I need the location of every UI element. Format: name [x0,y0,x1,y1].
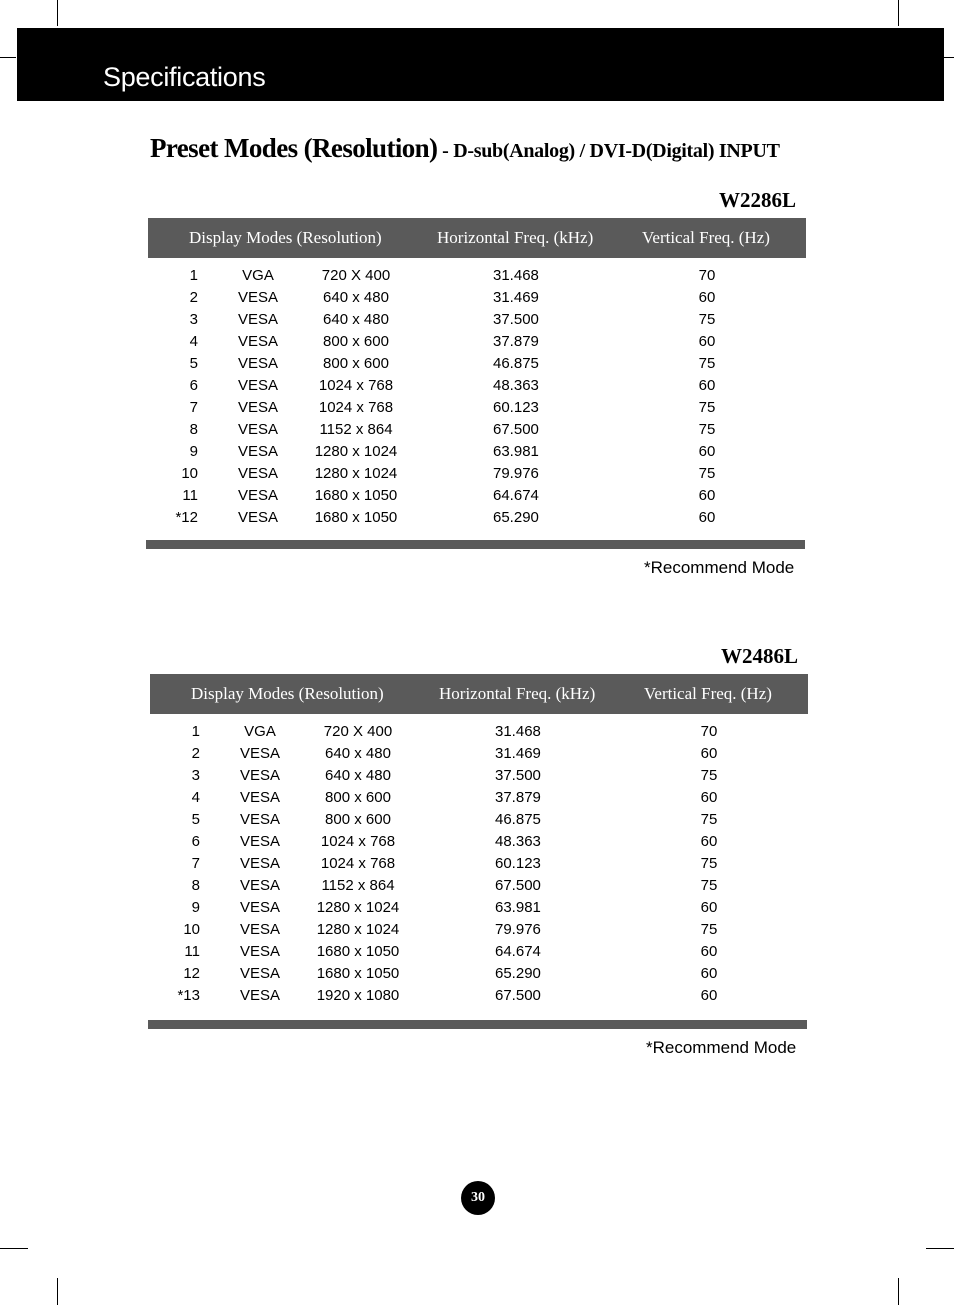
vertical-freq: 60 [700,899,718,916]
vertical-freq: 60 [698,509,716,526]
horizontal-freq: 31.469 [495,745,541,762]
mode-resolution: 1680 x 1050 [314,509,398,526]
horizontal-freq: 60.123 [495,855,541,872]
recommend-note: *Recommend Mode [646,1038,797,1057]
mode-number: 2 [189,289,198,306]
mode-standard: VESA [239,987,281,1004]
vertical-freq: 75 [700,811,718,828]
mode-number: 11 [182,487,198,504]
mode-number: 3 [189,311,198,328]
table-row [138,399,798,421]
mode-number: 1 [189,267,198,284]
vertical-freq: 60 [700,965,718,982]
vertical-freq: 75 [700,921,718,938]
mode-resolution: 1024 x 768 [318,399,394,416]
table-row [140,833,800,855]
mode-standard: VESA [239,767,281,784]
vertical-freq: 75 [700,855,718,872]
horizontal-freq: 79.976 [495,921,541,938]
crop-mark [0,1248,28,1249]
table-row [140,965,800,987]
mode-number: 2 [191,745,200,762]
mode-resolution: 640 x 480 [325,745,391,762]
crop-mark [926,1248,954,1249]
column-header-display-modes: Display Modes (Resolution) [191,684,384,703]
vertical-freq: 60 [700,987,718,1004]
mode-standard: VESA [237,377,279,394]
vertical-freq: 60 [700,745,718,762]
table-row [140,745,800,767]
crop-mark [944,57,954,58]
table-row [138,509,798,531]
horizontal-freq: 46.875 [495,811,541,828]
mode-standard: VESA [237,333,279,350]
table-row [140,723,800,745]
recommend-note: *Recommend Mode [644,558,795,577]
mode-number: 6 [189,377,198,394]
mode-standard: VESA [239,899,281,916]
mode-resolution: 1920 x 1080 [316,987,400,1004]
mode-number: 11 [184,943,200,960]
crop-mark [898,1278,899,1305]
horizontal-freq: 64.674 [495,943,541,960]
mode-resolution: 1152 x 864 [321,877,395,894]
mode-number: 7 [189,399,198,416]
table-row [138,289,798,311]
vertical-freq: 60 [700,943,718,960]
mode-resolution: 720 X 400 [323,723,393,740]
mode-number: 1 [191,723,200,740]
mode-standard: VESA [239,921,281,938]
vertical-freq: 60 [698,443,716,460]
table-row [138,465,798,487]
column-header-vertical-freq: Vertical Freq. (Hz) [644,684,772,703]
horizontal-freq: 37.879 [495,789,541,806]
mode-standard: VESA [237,487,279,504]
table-row [140,921,800,943]
vertical-freq: 75 [698,465,716,482]
mode-number: 9 [189,443,198,460]
column-header-horizontal-freq: Horizontal Freq. (kHz) [437,228,594,247]
mode-number: 6 [191,833,200,850]
table-row [138,355,798,377]
mode-standard: VESA [237,399,279,416]
mode-resolution: 1024 x 768 [320,833,396,850]
horizontal-freq: 48.363 [495,833,541,850]
horizontal-freq: 46.875 [493,355,539,372]
mode-number: 8 [189,421,198,438]
horizontal-freq: 64.674 [493,487,539,504]
vertical-freq: 75 [698,399,716,416]
mode-number: 3 [191,767,200,784]
horizontal-freq: 65.290 [493,509,539,526]
model-name: W2286L [719,188,797,212]
horizontal-freq: 48.363 [493,377,539,394]
vertical-freq: 60 [698,377,716,394]
mode-standard: VGA [242,267,274,284]
table-row [140,855,800,877]
mode-number: *12 [175,509,198,526]
vertical-freq: 75 [698,311,716,328]
table-header [148,218,806,258]
horizontal-freq: 67.500 [495,987,541,1004]
mode-resolution: 1680 x 1050 [314,487,398,504]
horizontal-freq: 31.468 [495,723,541,740]
table-row [140,987,800,1009]
vertical-freq: 75 [698,355,716,372]
mode-resolution: 1680 x 1050 [316,965,400,982]
table-row [140,877,800,899]
mode-resolution: 640 x 480 [323,289,389,306]
mode-standard: VESA [239,833,281,850]
table-row [140,789,800,811]
mode-standard: VESA [237,311,279,328]
mode-standard: VESA [239,745,281,762]
mode-number: 10 [183,921,200,938]
column-header-horizontal-freq: Horizontal Freq. (kHz) [439,684,596,703]
table-row [138,443,798,465]
table-row [140,811,800,833]
table-row [140,767,800,789]
mode-resolution: 720 X 400 [321,267,391,284]
mode-resolution: 1680 x 1050 [316,943,400,960]
mode-standard: VESA [239,965,281,982]
mode-resolution: 1024 x 768 [318,377,394,394]
mode-standard: VESA [239,811,281,828]
mode-resolution: 640 x 480 [325,767,391,784]
vertical-freq: 60 [700,789,718,806]
vertical-freq: 60 [698,289,716,306]
mode-standard: VESA [239,877,281,894]
horizontal-freq: 37.879 [493,333,539,350]
mode-number: 8 [191,877,200,894]
table-row [138,377,798,399]
model-name: W2486L [721,644,799,668]
mode-standard: VGA [244,723,276,740]
horizontal-freq: 79.976 [493,465,539,482]
page-number: 30 [461,1181,495,1215]
mode-resolution: 1024 x 768 [320,855,396,872]
vertical-freq: 75 [700,877,718,894]
page-title-sub: - D-sub(Analog) / DVI-D(Digital) INPUT [437,140,780,162]
page-title-main: Preset Modes (Resolution) [150,133,438,163]
table-row [138,333,798,355]
mode-number: 5 [189,355,198,372]
horizontal-freq: 37.500 [493,311,539,328]
mode-resolution: 1152 x 864 [319,421,393,438]
mode-number: 12 [183,965,200,982]
mode-standard: VESA [237,465,279,482]
mode-standard: VESA [237,421,279,438]
table-row [140,899,800,921]
mode-number: 9 [191,899,200,916]
crop-mark [57,0,58,26]
crop-mark [898,0,899,26]
mode-standard: VESA [239,943,281,960]
table-footer-bar [146,540,805,549]
vertical-freq: 70 [698,267,716,284]
table-header [150,674,808,714]
vertical-freq: 70 [700,723,718,740]
mode-resolution: 800 x 600 [325,789,391,806]
mode-number: 4 [189,333,198,350]
mode-resolution: 800 x 600 [325,811,391,828]
mode-number: 4 [191,789,200,806]
vertical-freq: 60 [698,487,716,504]
page-title [150,133,780,164]
horizontal-freq: 37.500 [495,767,541,784]
mode-resolution: 800 x 600 [323,333,389,350]
table-row [138,311,798,333]
mode-number: 10 [181,465,198,482]
mode-standard: VESA [237,355,279,372]
table-body [138,267,798,531]
mode-resolution: 640 x 480 [323,311,389,328]
mode-resolution: 1280 x 1024 [316,921,400,938]
horizontal-freq: 63.981 [493,443,539,460]
horizontal-freq: 63.981 [495,899,541,916]
mode-resolution: 1280 x 1024 [316,899,400,916]
horizontal-freq: 67.500 [495,877,541,894]
mode-number: 7 [191,855,200,872]
table-row [138,421,798,443]
mode-resolution: 1280 x 1024 [314,443,398,460]
horizontal-freq: 60.123 [493,399,539,416]
mode-number: 5 [191,811,200,828]
vertical-freq: 75 [700,767,718,784]
horizontal-freq: 65.290 [495,965,541,982]
horizontal-freq: 31.468 [493,267,539,284]
mode-standard: VESA [237,509,279,526]
vertical-freq: 60 [698,333,716,350]
mode-standard: VESA [237,289,279,306]
column-header-vertical-freq: Vertical Freq. (Hz) [642,228,770,247]
mode-resolution: 800 x 600 [323,355,389,372]
table-row [140,943,800,965]
table-row [138,267,798,289]
mode-number: *13 [177,987,200,1004]
crop-mark [57,1278,58,1305]
section-title: Specifications [103,62,266,92]
horizontal-freq: 31.469 [493,289,539,306]
table-row [138,487,798,509]
vertical-freq: 60 [700,833,718,850]
crop-mark [0,57,16,58]
mode-standard: VESA [239,789,281,806]
mode-resolution: 1280 x 1024 [314,465,398,482]
horizontal-freq: 67.500 [493,421,539,438]
column-header-display-modes: Display Modes (Resolution) [189,228,382,247]
mode-standard: VESA [239,855,281,872]
vertical-freq: 75 [698,421,716,438]
table-body [140,723,800,1009]
mode-standard: VESA [237,443,279,460]
table-footer-bar [148,1020,807,1029]
